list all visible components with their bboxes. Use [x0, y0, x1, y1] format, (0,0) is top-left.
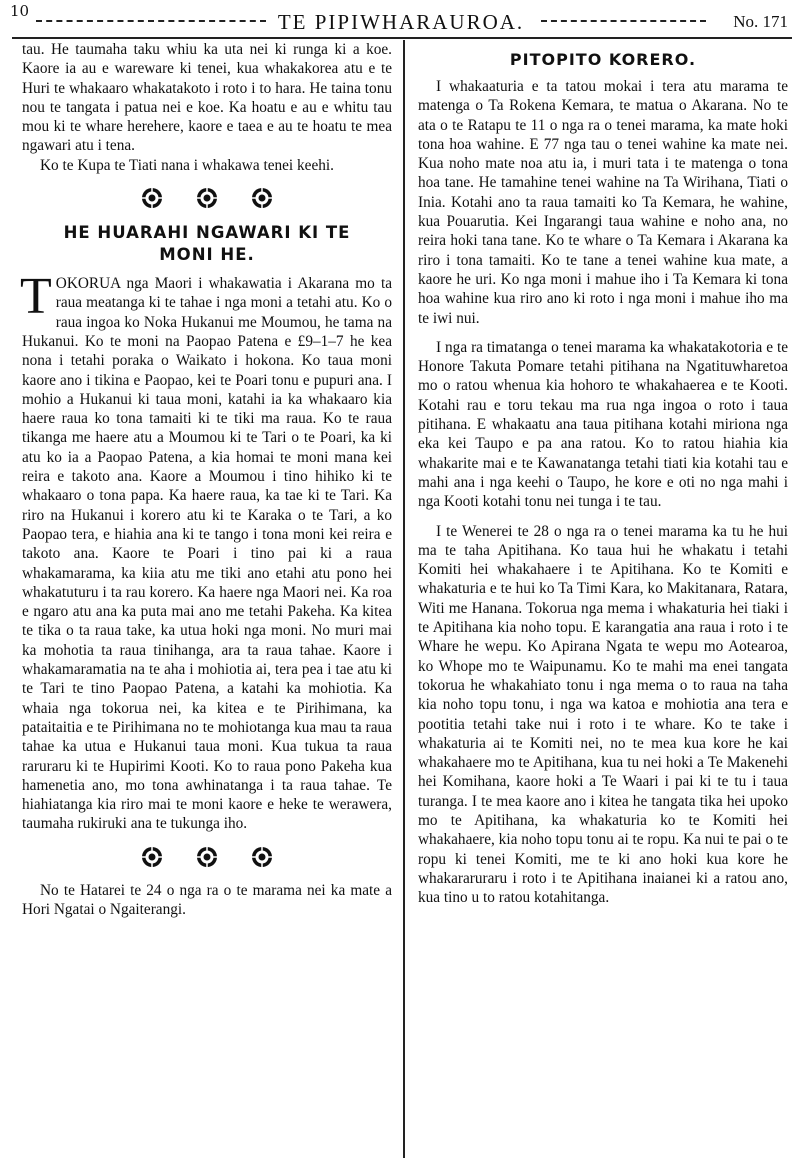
spacer [418, 328, 788, 338]
article-text: OKORUA nga Maori i whakawatia i Akarana mo ta raua meatanga ki te tahae i nga moni a tetahi atu. Ko o raua ingoa ko Noka Hukanui me Moumou, he tama na Hukanui. Ko te moni na Paopao Patena e £9–1–7 he kea nona i tetahi poraka o Waikato i hokona. Ko taua moni kaore ano i tikina e Paopao, kei te Poari tonu e pupuri ana. I mohio a Hukanui ki taua moni, katahi ia ka whakaaro kia haere raua ko tona tamaiti ki te tiki ma raua. Ko te raua tikanga me haere atu a Moumou ki te Tari o te Poari, ka ki atu ko ia a Paopao Patena, a kia homai te moni mana kei reira e takoto ana. Kaore a Moumou i tino hihiko ki te whakaaro o tona papa. Ka haere raua, ka tae ki te Tari. Ka riro na Hukanui i korero atu ki te Karaka o te Tari, a ko Paopao tera, e hiahia ana ki te tango i tona moni kei reira e takoto ana. Kaore te Poari i tino pai ki a raua whakamarama, ka kiia atu me tiki ano etahi atu pono hei whakatuturu i ta rau korero. Ka haere nga Maori nei. Ka roa e ngaro atu ana ka puta mai ano me tetahi Pakeha. Ka kitea te tika o ta raua take, ka utua hoki nga moni. No muri mai ka mohotia ta raua tinihanga, ara ta raua tahae. Kaore i whakamaramatia na te aha i mohiotia ai, tera pea i tae atu ki te Tari te tino Paopao Patena, a katahi ka mohiotia. Ka whaia nga tokorua nei, ka kitea e te Pirihimana, ka pataitaitia e te Pirihimana no te mohiotanga kua mau ta raua tahae ka utua e Hukanui taua moni. Kua tukua ta raua raruraru ki te Hupirimi Kooti. Ko to raua pono Pakeha kua hamenetia ano, mo tona awhinatanga i ta raua tahae. Te hiahiatanga kia riro mai te moni kaore e heke te werawera, taumaha rukiruki ana te tukunga iho. [22, 275, 392, 833]
news-item: I whakaaturia e ta tatou mokai i tera atu marama te matenga o Ta Rokena Kemara, te matua o Akarana. No te ata o te Ratapu te 11 o nga ra o tenei marama, ka mate hoki tona hoa wahine. E 77 nga tau o tenei wahine ka mate nei. Kua noho mate noa atu ia, i muri tata i te matenga o tona hoa tane. He tamahine tenei wahine na Ta Wirihana, Tiati o Inia. Kotahi ano ta raua tamaiti ko Ta Kemara, he wahine, kua Pouarutia. Kei Ingarangi taua wahine e noho ana, no reira hoki tana tane. Ko te whare o Ta Kemara i Akarana ka riro i tona tamaiti. Ko te tane a tenei wahine kua mate, a kaore he uri. Ko nga moni i mahue iho i Ta Kemara ki tona hoa wahine kua riro ano ki roto i nga moni i mahue iho ma te iwi nui. [418, 78, 788, 327]
masthead-title: TE PIPIWHARAUROA. [277, 10, 525, 34]
ornament-row [22, 843, 392, 875]
article-headline [22, 222, 392, 266]
section-heading: PITOPITO KORERO. [509, 50, 697, 69]
death-notice: No te Hatarei te 24 o nga ra o te marama nei ka mate a Hori Ngatai o Ngaiterangi. [22, 881, 392, 918]
flower-ornament-icon [251, 187, 273, 209]
headline-line-1: HE HUARAHI NGAWARI KI TE [63, 223, 351, 243]
ornament-row [22, 184, 392, 216]
page-number: 10 [10, 2, 30, 20]
header-divider [12, 37, 792, 39]
drop-cap: T [20, 268, 52, 326]
article-body [20, 268, 392, 834]
flower-ornament-icon [251, 846, 273, 868]
judge-paragraph: Ko te Kupa te Tiati nana i whakawa tenei keehi. [40, 156, 334, 174]
flower-ornament-icon [141, 846, 163, 868]
spacer [418, 512, 788, 522]
right-column [418, 40, 788, 907]
issue-number: No. 171 [733, 12, 788, 31]
continued-paragraph: tau. He taumaha taku whiu ka uta nei ki runga ki a koe. Kaore ia au e wareware ki tenei, kua whakakorea atu e te Huri te whakaaro whakatakoto i roto i to hara. He taina tonu nou te tangata i patua nei e koe. Ka hoatu e au e whitu tau mou ki te whare herehere, kaore e taea e au te hoatu te mea ngawari atu i tena. [22, 41, 392, 155]
flower-ornament-icon [196, 187, 218, 209]
header-rule-right [541, 20, 706, 22]
column-divider [403, 40, 405, 1158]
flower-ornament-icon [141, 187, 163, 209]
news-item: I nga ra timatanga o tenei marama ka whakatakotoria e te Honore Takuta Pomare tetahi pitihana na Ngatituwharetoa mo o ratou whenua kia hohoro te whakahaerea e te Kooti. Kotahi rau e toru tekau ma rua nga ingoa o roto i taua pitihana. E whakaatu ana taua pitihana kotahi miriona nga eka kei Taupo e pa ana ratou. Ko to ratou hiahia kia whakarite mai e te Kawanatanga tetahi tiati kia kotahi tau e mahi ana i nga keehi o Taupo, he kore e oti no nga mahi i nga Kooti kotahi tonu nei tunga i te tau. [418, 338, 788, 511]
news-item: I te Wenerei te 28 o nga ra o tenei marama ka tu he hui ma te taha Apitihana. Ko taua hui he whakatu i tetahi Komiti hei whakahaere i te Apitihana. Ko te Komiti e whakaturia e te hui ko Ta Timi Kara, ko Makitanara, Ratara, Witi me Hanana. Tokorua nga mema i whakaturia hei tiaki i te Apitihana kia noho topu. E karangatia ana raua i roto i te Whare he wepu. Ko Apirana Ngata te wepu mo Aotearoa, ko Whope mo te Waipunamu. Ko te mahi ma enei tangata tokorua he whakahiato tonu i nga mema o to raua na taha kia noho topu tonu, i nga wa katoa e mohiotia ana tera e pootitia tetahi take nui i roto i te whare. Ko te take i whakaturia ai te Komiti nei, no te mea kua kore he kai whakahaere mo te Apitihana, kua tu nei hoki a Te Makenehi hei Komihana, kaore hoki a Te Waari i pai ki te tu i taua turanga. I te mea kaore ano i kitea he tangata tika hei upoko mo te Apitihana, ka whakaturia ko te Komiti hei whakahaere, kia noho topu tonu ai te ropu. Ka nui te pai o te ropu ki tenei Komiti, me te ki ano hoki kua kore he whakararuraru i roto i te Apitihana inaianei ki a ratou ano, kua tino u to ratou kotahitanga. [418, 522, 788, 907]
headline-line-2: MONI HE. [159, 245, 255, 265]
page-header [6, 2, 796, 36]
left-column [22, 40, 392, 919]
flower-ornament-icon [196, 846, 218, 868]
